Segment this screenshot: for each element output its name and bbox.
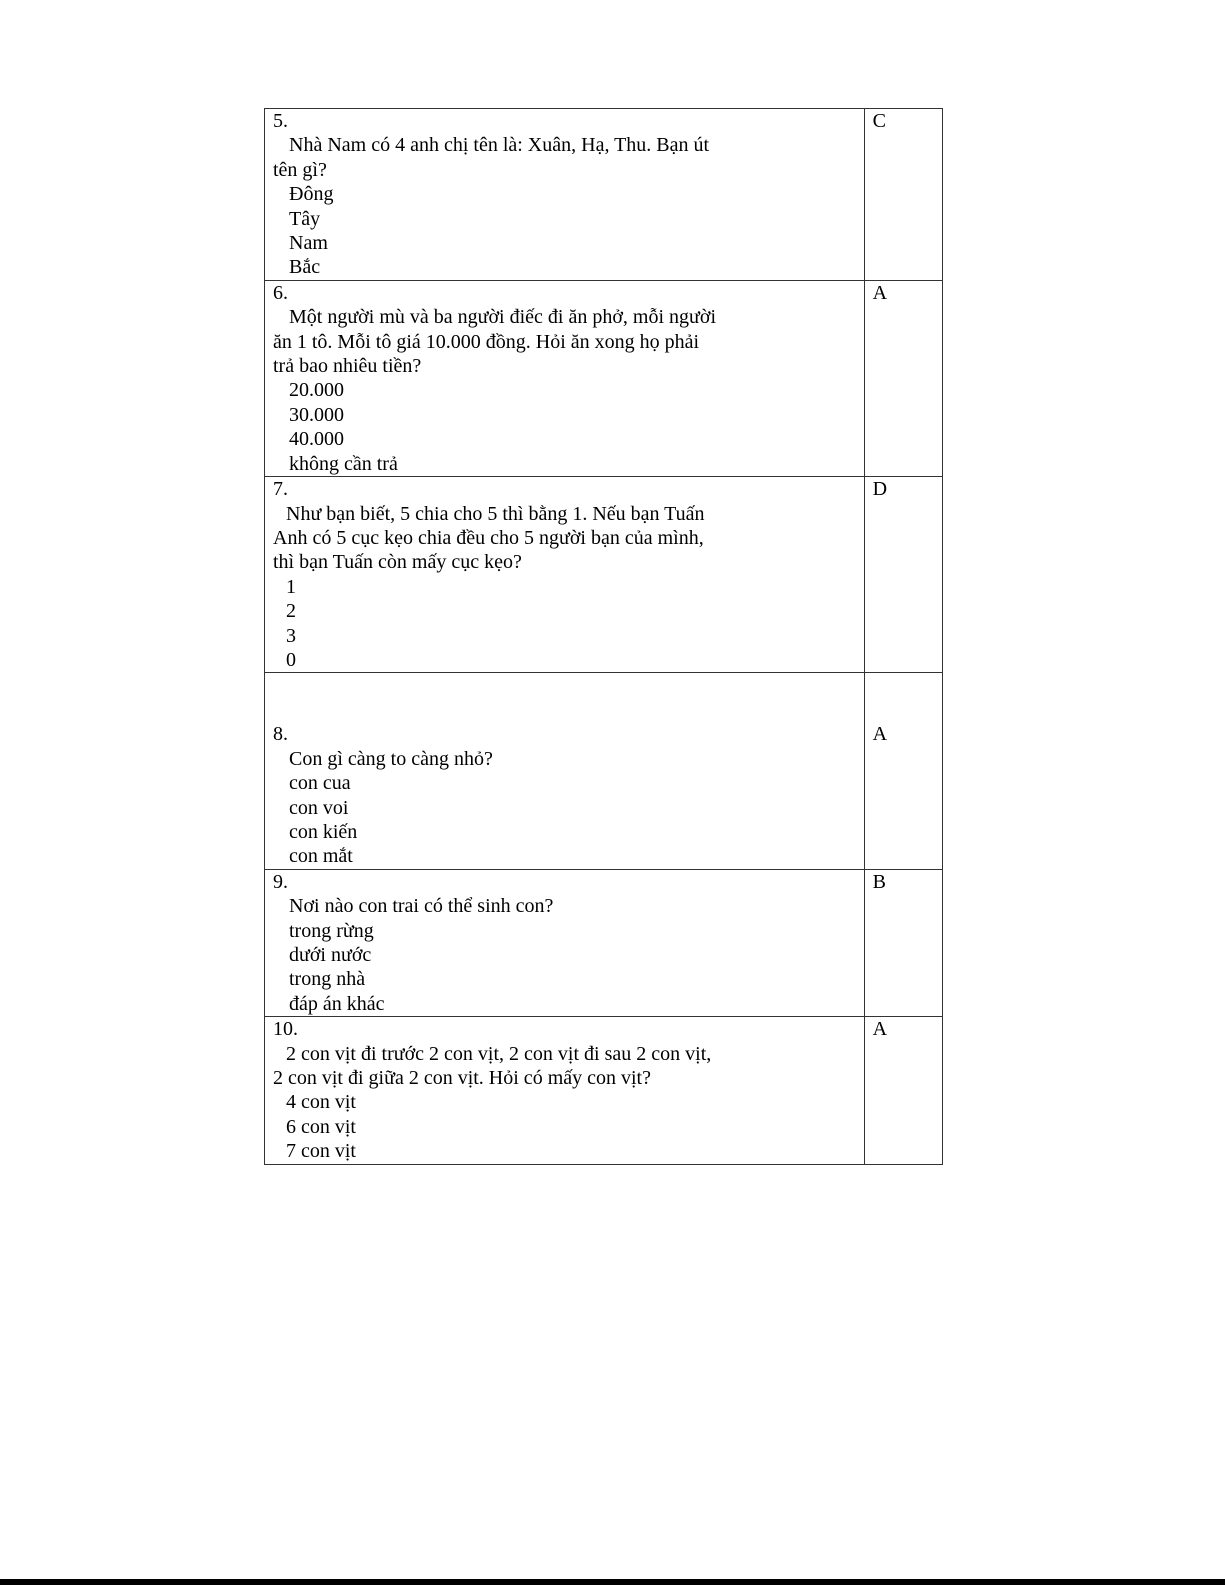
answer-key: C xyxy=(872,110,886,132)
question-cell xyxy=(265,869,865,1016)
answer-option: 3 xyxy=(286,624,296,647)
answer-option: Đông xyxy=(289,183,334,206)
answer-option: 40.000 xyxy=(289,428,344,451)
answer-key-cell xyxy=(864,109,942,281)
question-number: 5. xyxy=(273,110,288,132)
answer-option: 6 con vịt xyxy=(286,1115,356,1138)
question-row xyxy=(265,673,943,869)
answer-option: đáp án khác xyxy=(289,992,385,1015)
question-row xyxy=(265,280,943,476)
question-text: 2 con vịt đi giữa 2 con vịt. Hỏi có mấy con vịt? xyxy=(273,1067,651,1090)
question-text: 2 con vịt đi trước 2 con vịt, 2 con vịt đi sau 2 con vịt, xyxy=(286,1042,712,1065)
answer-option: 1 xyxy=(286,575,296,598)
question-number: 9. xyxy=(273,870,288,893)
question-text: tên gì? xyxy=(273,158,327,181)
answer-option: con cua xyxy=(289,772,351,795)
answer-option: 0 xyxy=(286,648,296,671)
answer-key: B xyxy=(872,870,886,893)
answer-option: 7 con vịt xyxy=(286,1140,356,1163)
question-text: Một người mù và ba người điếc đi ăn phở, mỗi người xyxy=(289,306,717,329)
answer-option: 20.000 xyxy=(289,379,344,402)
answer-option: con voi xyxy=(289,796,349,819)
answer-option: con mắt xyxy=(289,845,353,868)
answer-key-cell xyxy=(864,280,942,476)
question-row xyxy=(265,869,943,1016)
question-text: Nhà Nam có 4 anh chị tên là: Xuân, Hạ, Thu. Bạn út xyxy=(289,134,710,157)
question-number: 10. xyxy=(273,1018,298,1041)
answer-option: trong rừng xyxy=(289,919,374,942)
answer-option: trong nhà xyxy=(289,968,366,991)
question-text: ăn 1 tô. Mỗi tô giá 10.000 đồng. Hỏi ăn xong họ phải xyxy=(273,330,700,353)
question-row xyxy=(265,1017,943,1164)
question-text: Con gì càng to càng nhỏ? xyxy=(289,747,493,770)
question-cell xyxy=(265,109,865,281)
page-bottom-edge xyxy=(0,1579,1225,1585)
answer-key: A xyxy=(872,723,888,746)
answer-option: 2 xyxy=(286,600,296,623)
question-text: Nơi nào con trai có thể sinh con? xyxy=(289,895,554,918)
question-text: trả bao nhiêu tiền? xyxy=(273,355,422,378)
answer-option: không cần trả xyxy=(289,452,398,475)
quiz-table xyxy=(264,108,943,1165)
question-text: thì bạn Tuấn còn mấy cục kẹo? xyxy=(273,551,522,574)
question-text: Như bạn biết, 5 chia cho 5 thì bằng 1. Nếu bạn Tuấn xyxy=(286,502,705,525)
question-cell xyxy=(265,673,865,869)
answer-option: Bắc xyxy=(289,256,321,279)
answer-option: 4 con vịt xyxy=(286,1091,356,1114)
answer-key: A xyxy=(872,281,888,304)
answer-key: D xyxy=(872,478,888,501)
answer-option: Tây xyxy=(289,207,321,230)
answer-option: 30.000 xyxy=(289,403,344,426)
blank-space xyxy=(273,673,856,722)
answer-option: dưới nước xyxy=(289,944,372,966)
answer-key: A xyxy=(872,1018,888,1041)
answer-option: con kiến xyxy=(289,820,358,843)
question-row xyxy=(265,477,943,673)
question-number: 6. xyxy=(273,281,288,304)
answer-key-cell xyxy=(864,1017,942,1164)
question-cell xyxy=(265,280,865,476)
answer-key-cell xyxy=(864,869,942,1016)
question-number: 8. xyxy=(273,723,288,746)
question-row xyxy=(265,109,943,281)
answer-key-cell xyxy=(864,477,942,673)
blank-space xyxy=(873,673,934,722)
question-cell xyxy=(265,477,865,673)
answer-option: Nam xyxy=(289,232,328,255)
answer-key-cell xyxy=(864,673,942,869)
question-text: Anh có 5 cục kẹo chia đều cho 5 người bạn của mình, xyxy=(273,526,704,549)
question-number: 7. xyxy=(273,478,288,501)
question-cell xyxy=(265,1017,865,1164)
